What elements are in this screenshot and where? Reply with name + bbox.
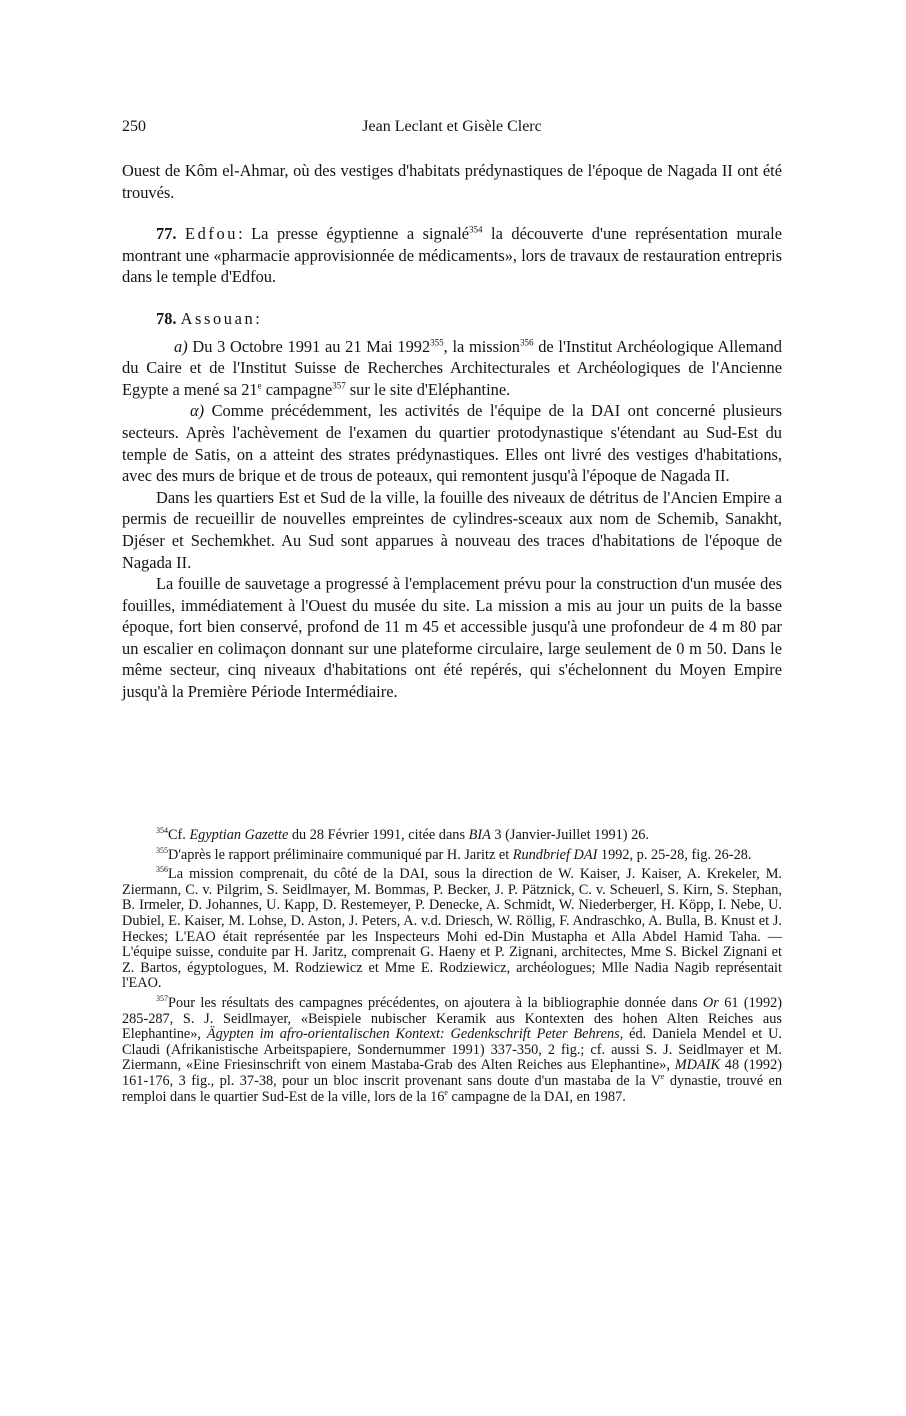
footnote-354: $^{354}$Cf. Egyptian Gazette du 28 Février 1991, citée dans BIA 3 (Janvier-Juillet 1991) 26. [156,826,649,843]
section-number: 77. [156,224,177,244]
section-place: Assouan [180,308,256,328]
footnote-ref: 357 [332,380,346,391]
item-label: a) [174,336,188,356]
section-place: Edfou [185,224,239,244]
footnote-ref: 354 [469,224,483,235]
running-header [122,118,782,140]
footnote-number: 357 [156,994,168,1004]
main-text [122,160,782,703]
footnote-number: 354 [156,826,168,836]
item-label: α) [190,401,205,421]
page-number: 250 [122,118,146,135]
section-number: 78. [156,308,177,328]
footnote-ref: 355 [430,337,444,348]
paragraph-continued: Ouest de Kôm el-Ahmar, où des vestiges d'habitats prédynastiques de l'époque de Nagada II ont été trouvés. [122,161,782,202]
footnote-number: 356 [156,865,168,875]
section-77: 77. Edfou: La presse égyptienne a signalé$^{354}$ la découverte d'une représentation murale montrant une «pharmacie approvisionnée de médicaments», lors de travaux de restauration entrepris dans le temple d'Edfou. [122,224,782,287]
footnote-ref: 356 [520,337,534,348]
footnotes [122,828,782,1109]
running-head-authors: Jean Leclant et Gisèle Clerc [362,118,542,135]
paragraph: La fouille de sauvetage a progressé à l'emplacement prévu pour la construction d'un musée des fouilles, immédiatement à l'Ouest du musée du site. La mission a mis au jour un puits de la basse époque, fort bien conservé, profond de 11 m 45 et accessible jusqu'à une profondeur de 4 m 80 par un escalier en colimaçon donnant sur une plateforme circulaire, large seulement de 0 m 50. Dans le même secteur, cinq niveaux d'habitations ont été repérés, qui s'échelonnent du Moyen Empire jusqu'à la Première Période Intermédiaire. [122,574,782,702]
footnote-357: $^{357}$Pour les résultats des campagnes précédentes, on ajoutera à la bibliographie donnée dans Or 61 (1992) 285-287, S. J. Seidlmayer, «Beispiele nubischer Keramik aus Kontexten des hohen Alten Reiches aus Elephantine», Ägypten im afro-orientalischen Kontext: Gedenkschrift Peter Behrens, éd. Daniela Mendel et U. Claudi (Afrikanistische Arbeitspapiere, Sondernummer 1991) 337-350, 2 fig.; cf. aussi S. J. Seidlmayer et M. Ziermann, «Eine Friesinschrift von einem Mastaba-Grab des Alten Reiches aus Elephantine», MDAIK 48 (1992) 161-176, 3 fig., pl. 37-38, pour un bloc inscrit provenant sans doute d'un mastaba de la Ve dynastie, trouvé en remploi dans le quartier Sud-Est de la ville, lors de la 16e campagne de la DAI, en 1987. [122,994,783,1105]
paragraph-a: a) Du 3 Octobre 1991 au 21 Mai 1992$^{355}$, la mission$^{356}$ de l'Institut Archéologique Allemand du Caire et de l'Institut Suisse de Recherches Architecturales et Archéologiques de l'Ancienne Egypte a mené sa 21e campagne$^{357}$ sur le site d'Eléphantine. [122,336,782,399]
footnote-356: $^{356}$La mission comprenait, du côté de la DAI, sous la direction de W. Kaiser, J. Kaiser, A. Krekeler, M. Ziermann, C. v. Pilgrim, S. Seidlmayer, M. Bommas, P. Becker, J. P. Pätznick, C. v. Scheuerl, S. Kirn, S. Stephan, B. Irmeler, D. Johannes, U. Kapp, D. Restemeyer, P. Denecke, A. Schmidt, W. Niederberger, H. Köpp, I. Nebe, U. Dubiel, E. Kaiser, M. Lohse, D. Aston, J. Peters, A. v.d. Driesch, W. Röllig, F. Andraschko, A. Bulla, B. Knust et J. Heckes; L'EAO était représentée par les Inspecteurs Mohi ed-Din Mustapha et Alla Abdel Hamid Taha. — L'équipe suisse, conduite par H. Jaritz, comprenait G. Haeny et P. Zignani, architectes, Mme S. Bickel Zignani et Z. Bartos, égyptologues, M. Rodziewicz et Mme E. Rodziewicz, archéologues; Mlle Nadia Nagib représentait l'EAO. [122,865,782,992]
footnote-number: 355 [156,845,168,855]
footnote-355: $^{355}$D'après le rapport préliminaire communiqué par H. Jaritz et Rundbrief DAI 1992, p. 25-28, fig. 26-28. [156,845,752,863]
paragraph-alpha: α) Comme précédemment, les activités de l'équipe de la DAI ont concerné plusieurs secteurs. Après l'achèvement de l'examen du quartier protodynastique s'étendant au Sud-Est du temple de Satis, on a atteint des strates prédynastiques. Elles ont livré des vestiges d'habitations, avec des murs de brique et de trous de poteaux, qui remontent jusqu'à l'époque de Nagada II. [122,401,782,486]
paragraph: Dans les quartiers Est et Sud de la ville, la fouille des niveaux de détritus de l'Ancien Empire a permis de recueillir de nouvelles empreintes de cylindres-sceaux aux nom de Schemib, Sanakht, Djéser et Sechemkhet. Au Sud sont apparues à nouveau des traces d'habitations de l'époque de Nagada II. [122,487,782,572]
section-78-heading: 78. Assouan: [156,308,263,328]
